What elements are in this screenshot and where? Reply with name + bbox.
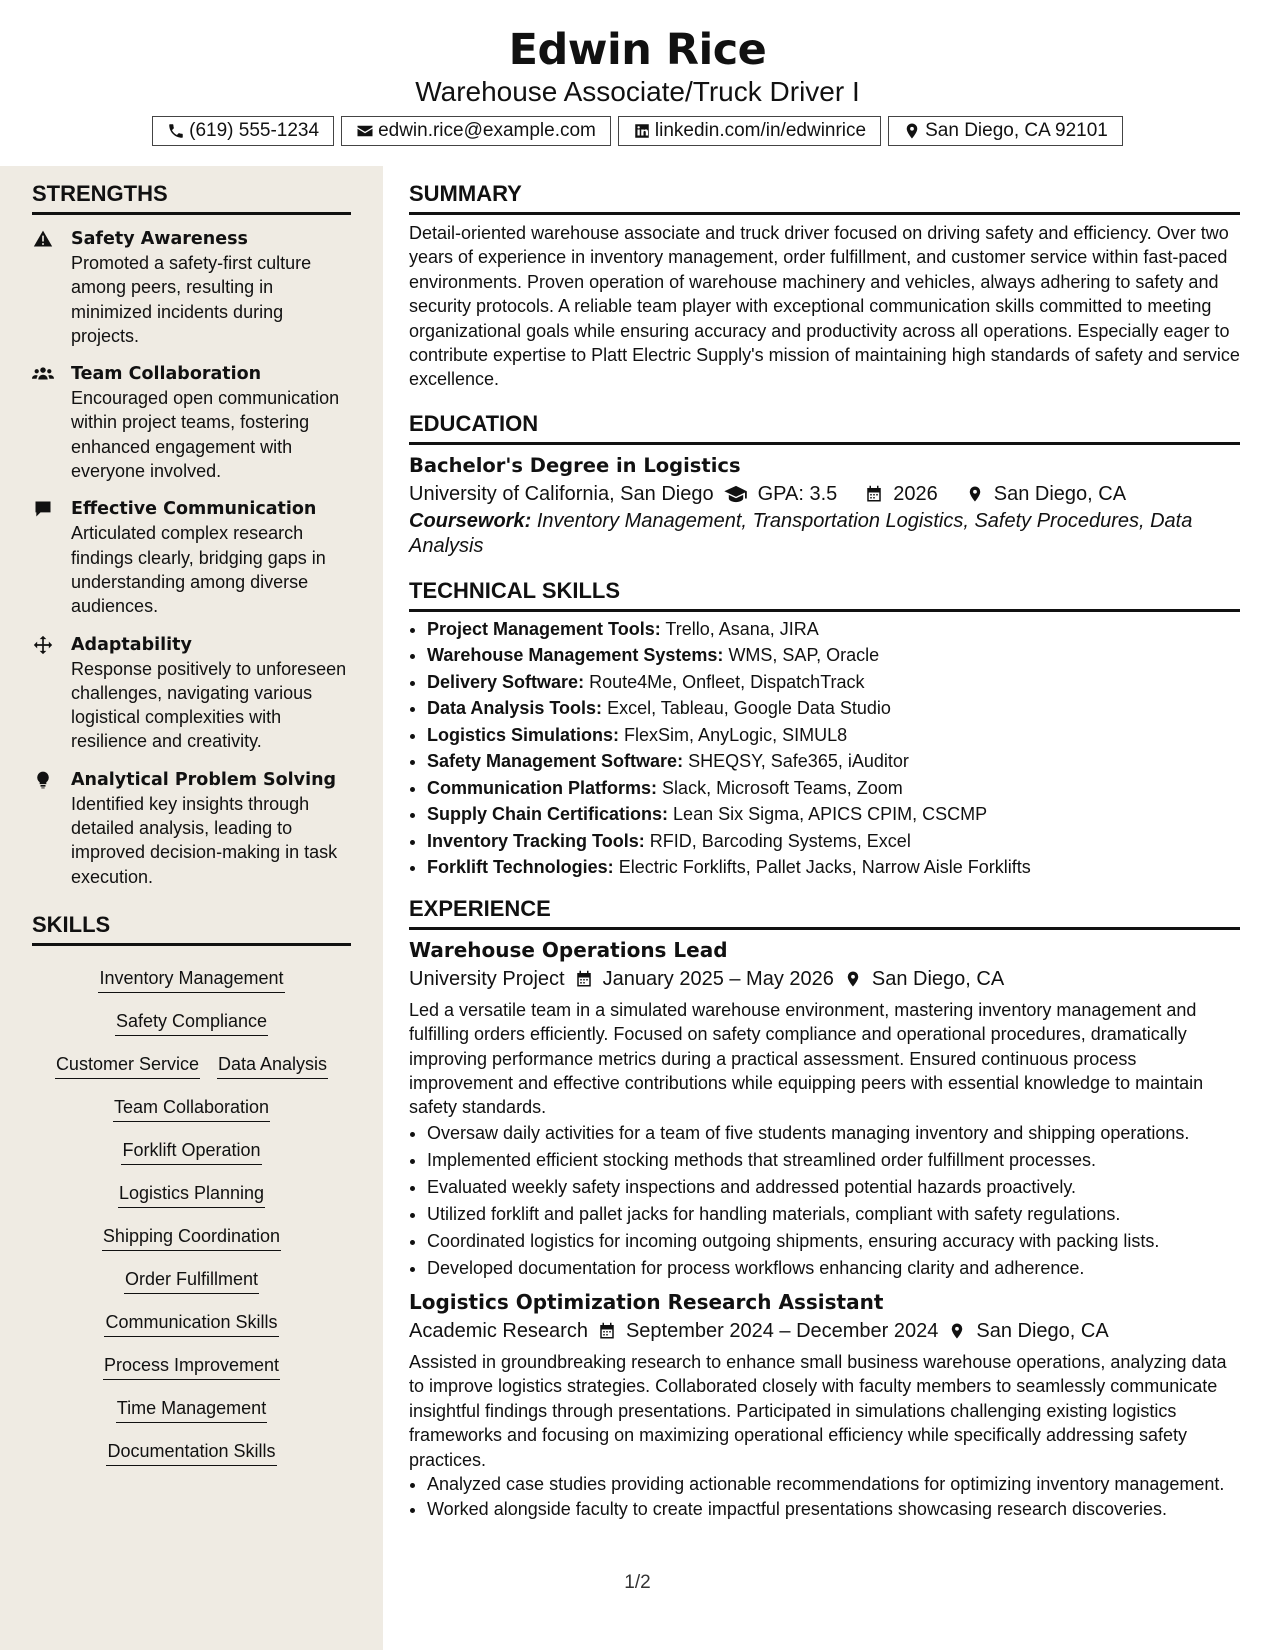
tech-skill-value: Slack, Microsoft Teams, Zoom (662, 777, 903, 798)
tech-skill-label: Logistics Simulations: (427, 724, 620, 745)
job-org: University Project (409, 967, 565, 990)
resume-header (0, 0, 1275, 146)
skills-heading: SKILLS (32, 911, 351, 946)
skill-chip: Process Improvement (103, 1353, 280, 1380)
envelope-icon (356, 122, 374, 140)
calendar-icon (575, 970, 593, 988)
contact-location-text: San Diego, CA 92101 (925, 120, 1108, 141)
job-title: Logistics Optimization Research Assistant (409, 1289, 884, 1314)
tech-skill-label: Delivery Software: (427, 671, 585, 692)
tech-skill-label: Project Management Tools: (427, 618, 661, 639)
linkedin-icon (633, 122, 651, 140)
list-item: • Evaluated weekly safety inspections and addressed potential hazards proactively. (427, 1174, 1240, 1201)
list-item: • Worked alongside faculty to create impactful presentations showcasing research discoveries. (427, 1496, 1240, 1523)
tech-skill-label: Inventory Tracking Tools: (427, 830, 645, 851)
list-item: • Analyzed case studies providing actionable recommendations for optimizing inventory management. (427, 1472, 1240, 1496)
strengths-section (32, 180, 351, 1466)
education-coursework (409, 509, 1240, 559)
list-item (427, 669, 1240, 696)
strength-desc: Identified key insights through detailed analysis, leading to improved decision-making in task execution. (71, 793, 338, 887)
job-bullets (409, 1120, 1240, 1282)
list-item (427, 854, 1240, 881)
contact-location (888, 116, 1123, 146)
page-number: 1/2 (624, 1572, 651, 1593)
graduation-cap-icon (724, 485, 748, 503)
tech-skill-label: Forklift Technologies: (427, 857, 614, 878)
skill-chip: Shipping Coordination (102, 1224, 281, 1251)
list-item: • Coordinated logistics for incoming outgoing shipments, ensuring accuracy with packing lists. (427, 1228, 1240, 1255)
tech-skill-label: Data Analysis Tools: (427, 698, 603, 719)
strength-item (32, 227, 351, 348)
skills-list (32, 946, 351, 1466)
contact-linkedin-text: linkedin.com/in/edwinrice (654, 120, 867, 141)
strength-desc: Promoted a safety-first culture among peers, resulting in minimized incidents during projects. (71, 253, 312, 346)
strength-desc: Response positively to unforeseen challenges, navigating various logistical complexities with resilience and creativity. (71, 658, 347, 752)
tech-skill-value: SHEQSY, Safe365, iAuditor (688, 751, 909, 772)
arrows-icon (32, 635, 54, 655)
job-description: Led a versatile team in a simulated warehouse environment, mastering inventory management and fulfilling orders efficiently. Focused on safety compliance and operational procedures, dramatically improving performance metrics during a practical assessment. Ensured continuous process improvement and effective contributions while equipping peers with essential knowledge to maintain safety standards. (409, 999, 1204, 1118)
skill-chip: Customer Service (55, 1052, 200, 1079)
job-location: San Diego, CA (976, 1319, 1109, 1342)
strength-title: Effective Communication (71, 499, 317, 520)
calendar-icon (865, 485, 883, 503)
summary-text: Detail-oriented warehouse associate and truck driver focused on driving safety and efficiency. Over two years of experience in inventory management, order fulfillment, and customer service within fast-paced environments. Proven operation of warehouse machinery and vehicles, always adhering to safety and security protocols. A reliable team player with exceptional communication skills committed to meeting organizational goals while ensuring accuracy and productivity across all operations. Especially eager to contribute expertise to Platt Electric Supply's mission of maintaining high standards of safety and service excellence. (409, 223, 1240, 390)
education-school: University of California, San Diego (409, 482, 714, 505)
job-description: Assisted in groundbreaking research to enhance small business warehouse operations, analyzing data to improve logistics strategies. Collaborated closely with faculty members to seamlessly communicate insightful findings through presentations. Participated in simulations challenging existing logistics frameworks and focusing on maximizing operational efficiency while specifically addressing safety practices. (409, 1351, 1227, 1470)
contact-bar (0, 116, 1275, 146)
skill-chip: Documentation Skills (106, 1439, 276, 1466)
list-item (427, 775, 1240, 802)
list-item (427, 748, 1240, 775)
tech-skill-value: Excel, Tableau, Google Data Studio (607, 698, 891, 719)
education-location: San Diego, CA (993, 482, 1127, 505)
job-bullets (409, 1472, 1240, 1523)
skill-chip: Time Management (116, 1396, 267, 1423)
strength-title: Team Collaboration (71, 364, 262, 385)
list-item: • Implemented efficient stocking methods that streamlined order fulfillment processes. (427, 1147, 1240, 1174)
skill-chip: Communication Skills (104, 1310, 278, 1337)
job-dates: September 2024 – December 2024 (625, 1319, 939, 1342)
job-title: Warehouse Operations Lead (409, 937, 728, 962)
lightbulb-icon (32, 770, 54, 790)
strength-desc: Articulated complex research findings clearly, bridging gaps in understanding among diverse audiences. (71, 523, 326, 617)
skill-chip: Order Fulfillment (124, 1267, 259, 1294)
list-item (427, 695, 1240, 722)
coursework-text: Inventory Management, Transportation Logistics, Safety Procedures, Data Analysis (409, 509, 1193, 557)
warning-icon (32, 229, 54, 249)
tech-skill-label: Communication Platforms: (427, 777, 658, 798)
job-title-headline: Warehouse Associate/Truck Driver I (415, 76, 860, 107)
list-item (427, 642, 1240, 669)
education-degree: Bachelor's Degree in Logistics (409, 453, 741, 477)
tech-skill-value: Electric Forklifts, Pallet Jacks, Narrow Aisle Forklifts (618, 857, 1031, 878)
skill-chip: Safety Compliance (115, 1009, 268, 1036)
education-meta (409, 479, 1240, 509)
calendar-icon (598, 1322, 616, 1340)
job-org: Academic Research (409, 1319, 588, 1342)
job-location: San Diego, CA (871, 967, 1005, 990)
education-heading: EDUCATION (409, 410, 1240, 445)
skill-chip: Logistics Planning (118, 1181, 265, 1208)
summary-heading: SUMMARY (409, 180, 1240, 215)
job-dates: January 2025 – May 2026 (602, 967, 834, 990)
phone-icon (167, 122, 185, 140)
job-meta (409, 1316, 1240, 1346)
tech-skill-value: Lean Six Sigma, APICS CPIM, CSCMP (673, 804, 988, 825)
strength-desc: Encouraged open communication within project teams, fostering enhanced engagement with everyone involved. (71, 388, 340, 482)
skill-chip: Data Analysis (217, 1052, 328, 1079)
job-meta (409, 964, 1240, 994)
tech-skill-label: Warehouse Management Systems: (427, 645, 724, 666)
location-pin-icon (966, 485, 984, 503)
strengths-heading: STRENGTHS (32, 180, 351, 215)
experience-entry (409, 1288, 1240, 1523)
experience-heading: EXPERIENCE (409, 895, 1240, 930)
list-item (427, 828, 1240, 855)
contact-phone-text: (619) 555-1234 (189, 120, 320, 141)
education-year: 2026 (893, 482, 938, 505)
tech-skill-value: Route4Me, Onfleet, DispatchTrack (589, 671, 865, 692)
list-item: • Utilized forklift and pallet jacks for handling materials, compliant with safety regulations. (427, 1201, 1240, 1228)
tech-skill-value: RFID, Barcoding Systems, Excel (649, 830, 911, 851)
skill-chip: Team Collaboration (113, 1095, 270, 1122)
strength-item (32, 362, 351, 483)
location-pin-icon (844, 970, 862, 988)
location-pin-icon (903, 122, 921, 140)
contact-email[interactable] (341, 116, 611, 146)
list-item (427, 616, 1240, 643)
list-item: • Oversaw daily activities for a team of five students managing inventory and shipping operations. (427, 1120, 1240, 1147)
tech-skill-value: FlexSim, AnyLogic, SIMUL8 (624, 724, 848, 745)
main-column (409, 180, 1240, 1523)
strength-item (32, 497, 351, 618)
users-icon (32, 364, 54, 384)
strength-title: Safety Awareness (71, 229, 248, 249)
comment-icon (32, 499, 54, 519)
strength-title: Analytical Problem Solving (71, 769, 337, 790)
location-pin-icon (948, 1322, 966, 1340)
list-item (427, 801, 1240, 828)
strength-item (32, 768, 351, 889)
tech-skill-label: Supply Chain Certifications: (427, 804, 669, 825)
skill-chip: Inventory Management (98, 966, 284, 993)
sidebar (0, 166, 383, 1650)
candidate-name: Edwin Rice (508, 25, 767, 75)
list-item (427, 722, 1240, 749)
tech-skill-label: Safety Management Software: (427, 751, 684, 772)
technical-skills-heading: TECHNICAL SKILLS (409, 577, 1240, 612)
experience-entry (409, 936, 1240, 1282)
tech-skill-value: WMS, SAP, Oracle (728, 645, 880, 666)
skill-chip: Forklift Operation (121, 1138, 261, 1165)
technical-skills-list (409, 616, 1240, 881)
contact-email-text: edwin.rice@example.com (378, 120, 596, 141)
tech-skill-value: Trello, Asana, JIRA (665, 618, 819, 639)
coursework-label: Coursework: (409, 509, 532, 532)
strength-title: Adaptability (71, 634, 192, 655)
education-gpa: GPA: 3.5 (757, 482, 838, 505)
strength-item (32, 633, 351, 754)
contact-phone[interactable] (152, 116, 334, 146)
contact-linkedin[interactable] (618, 116, 881, 146)
list-item: • Developed documentation for process workflows enhancing clarity and adherence. (427, 1255, 1240, 1282)
